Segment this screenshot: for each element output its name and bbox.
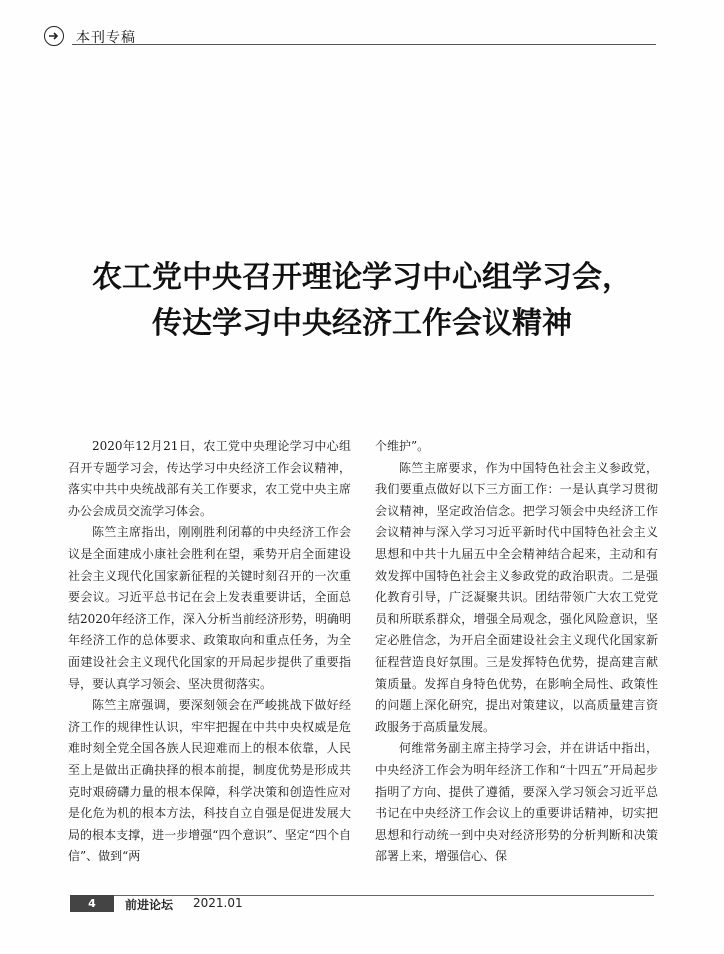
right-column xyxy=(375,436,658,868)
paragraph: 陈竺主席指出，刚刚胜利闭幕的中央经济工作会议是全面建成小康社会胜利在望，乘势开启全面建设社会主义现代化国家新征程的关键时刻召开的一次重要会议。习近平总书记在会上发表重要讲话，全面总结2020年经济工作，深入分析当前经济形势，明确明年经济工作的总体要求、政策取向和重点任务，为全面建设社会主义现代化国家的开局起步提供了重要指导，要认真学习领会、坚决贯彻落实。 xyxy=(68,525,351,691)
paragraph: 陈竺主席强调，要深刻领会在严峻挑战下做好经济工作的规律性认识，牢牢把握在中共中央权威是危难时刻全党全国各族人民迎难而上的根本依靠，人民至上是做出正确抉择的根本前提，制度优势是形成共克时艰磅礴力量的根本保障，科学决策和创造性应对是化危为机的根本方法，科技自立自强是促进发展大局的根本支撑，进一步增强“四个意识”、坚定“四个自信”、做到“两 xyxy=(68,698,351,864)
paragraph-continuation: 个维护”。 xyxy=(375,439,430,453)
page-number: 4 xyxy=(70,895,114,912)
paragraph: 2020年12月21日，农工党中央理论学习中心组召开专题学习会，传达学习中央经济工作会议精神，落实中共中央统战部有关工作要求，农工党中央主席办公会成员交流学习体会。 xyxy=(68,439,351,518)
header-rule xyxy=(72,44,656,45)
paragraph: 何维常务副主席主持学习会，并在讲话中指出，中央经济工作会为明年经济工作和“十四五”开局起步指明了方向、提供了遵循，要深入学习领会习近平总书记在中央经济工作会议上的重要讲话精神，切实把思想和行动统一到中央对经济形势的分析判断和决策部署上来，增强信心、保 xyxy=(375,741,658,864)
article-title-line-1: 农工党中央召开理论学习中心组学习会， xyxy=(92,260,632,295)
article-title-line-2: 传达学习中央经济工作会议精神 xyxy=(152,306,572,341)
issue-number: 2021.01 xyxy=(193,896,243,910)
page-footer xyxy=(70,895,654,913)
left-column xyxy=(68,436,351,868)
section-header xyxy=(44,26,656,50)
magazine-name: 前进论坛 xyxy=(125,898,174,912)
section-title: 本刊专稿 xyxy=(76,30,136,46)
paragraph: 陈竺主席要求，作为中国特色社会主义参政党，我们要重点做好以下三方面工作：一是认真学习贯彻会议精神，坚定政治信念。把学习领会中央经济工作会议精神与深入学习习近平新时代中国特色社会主义思想和中共十九届五中全会精神结合起来，主动和有效发挥中国特色社会主义参政党的政治职责。二是强化教育引导，广泛凝聚共识。团结带领广大农工党党员和所联系群众，增强全局观念，强化风险意识，坚定必胜信念，为开启全面建设社会主义现代化国家新征程营造良好氛围。三是发挥特色优势，提高建言献策质量。发挥自身特色优势，在影响全局性、政策性的问题上深化研究，提出对策建议，以高质量建言资政服务于高质量发展。 xyxy=(375,460,658,734)
circled-arrow-icon xyxy=(44,26,64,46)
